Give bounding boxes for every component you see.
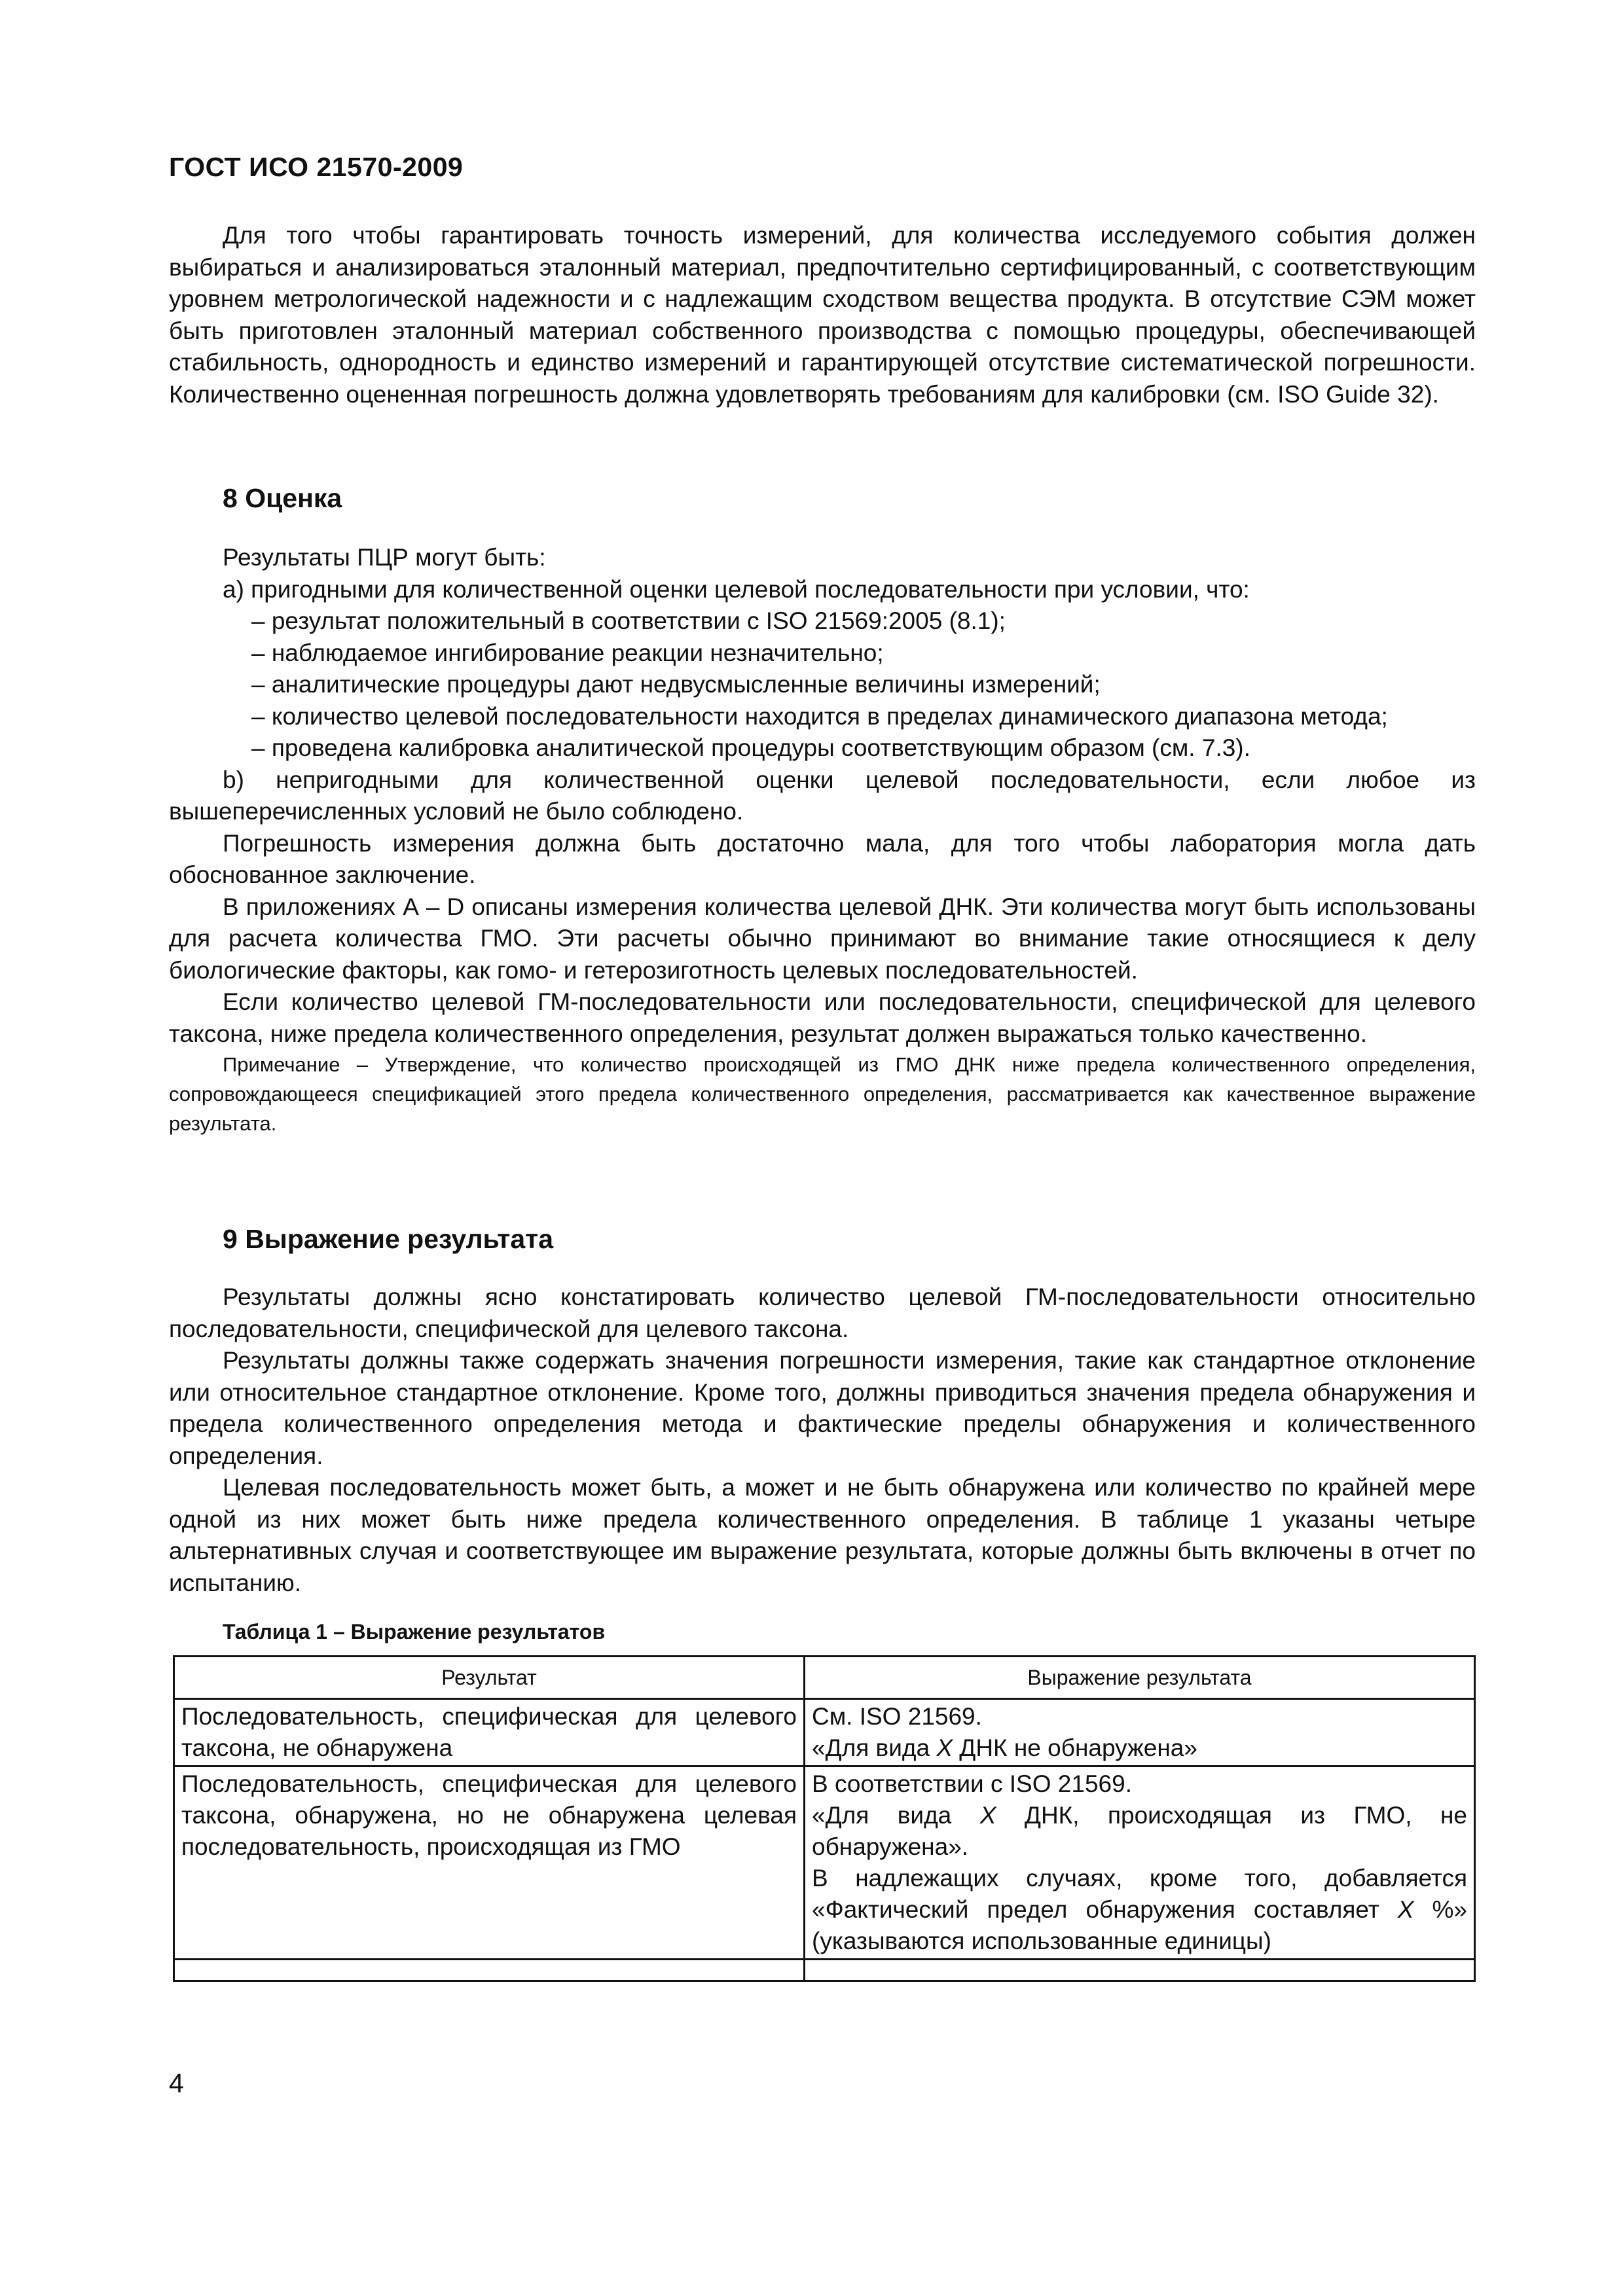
table-cell-empty [805, 1960, 1475, 1981]
cell-text: См. ISO 21569. [812, 1703, 982, 1730]
section-9-title: 9 Выражение результата [223, 1224, 554, 1254]
section-9-para-1: Результаты должны ясно констатировать количество целевой ГМ-последовательности относительно последовательности, специфической для целевого таксона. [169, 1283, 1476, 1342]
dash-item: – аналитические процедуры дают недвусмысленные величины измерений; [251, 671, 1101, 698]
list-item-a: а) пригодными для количественной оценки целевой последовательности при условии, что: [223, 575, 1250, 603]
table-row [174, 1767, 1475, 1960]
text-fragment: ДНК, происходящая из ГМО, не обнаружена». [812, 1802, 1468, 1860]
table-row [174, 1699, 1475, 1767]
section-8-body [169, 542, 1476, 1138]
section-8-note: Примечание – Утверждение, что количество происходящей из ГМО ДНК ниже предела количественного определения, сопровождающееся спецификацией этого предела количественного определения, рассматривается как качественное выражение результата. [169, 1053, 1476, 1135]
intro-paragraph: Для того чтобы гарантировать точность измерений, для количества исследуемого события должен выбираться и анализироваться эталонный материал, предпочтительно сертифицированный, с соответствующим уровнем метрологической надежности и с надлежащим сходством вещества продукта. В отсутствие СЭМ может быть приготовлен эталонный материал собственного производства с помощью процедуры, обеспечивающей стабильность, однородность и единство измерений и гарантирующей отсутствие систематической погрешности. Количественно оцененная погрешность должна удовлетворять требованиям для калибровки (см. ISO Guide 32). [169, 222, 1476, 408]
cell-text [812, 1863, 1467, 1957]
section-9-para-2: Результаты должны также содержать значения погрешности измерения, такие как стандартное отклонение или относительное стандартное отклонение. Кроме того, должны приводиться значения предела обнаружения и предела количественного определения метода и фактические пределы обнаружения и количественного определения. [169, 1347, 1476, 1469]
section-8-para-1: Погрешность измерения должна быть достаточно мала, для того чтобы лаборатория могла дать обоснованное заключение. [169, 829, 1476, 888]
cell-text: В соответствии с ISO 21569. [812, 1770, 1132, 1797]
section-9-body [169, 1282, 1476, 1599]
dash-item: – результат положительный в соответствии с ISO 21569:2005 (8.1); [251, 607, 1006, 634]
dash-item: – количество целевой последовательности находится в пределах динамического диапазона метода; [251, 702, 1388, 730]
table-header-row [174, 1657, 1475, 1699]
table-cell-expression [805, 1699, 1475, 1767]
variable-x: X [936, 1734, 953, 1761]
cell-text [812, 1800, 1467, 1863]
table-1-caption: Таблица 1 – Выражение результатов [223, 1620, 606, 1643]
dash-item: – проведена калибровка аналитической процедуры соответствующим образом (см. 7.3). [251, 734, 1250, 761]
text-fragment: В надлежащих случаях, кроме того, добавляется «Фактический предел обнаружения составляет [812, 1865, 1467, 1923]
table-cell-expression [805, 1767, 1475, 1960]
column-header-result: Результат [174, 1657, 805, 1699]
text-fragment: «Для вида [812, 1802, 980, 1829]
variable-x: X [979, 1802, 996, 1829]
cell-text [812, 1732, 1467, 1764]
cell-text: Последовательность, специфическая для целевого таксона, обнаружена, но не обнаружена целевая последовательность, происходящая из ГМО [181, 1770, 797, 1860]
document-id-header: ГОСТ ИСО 21570-2009 [169, 152, 464, 182]
variable-x: X [1397, 1896, 1414, 1923]
text-fragment: %» (указываются использованные единицы) [812, 1896, 1467, 1954]
table-row-continuation [174, 1960, 1475, 1981]
column-header-expression: Выражение результата [805, 1657, 1475, 1699]
page-number: 4 [169, 2068, 184, 2098]
table-cell-result [174, 1699, 805, 1767]
text-fragment: «Для вида [812, 1734, 937, 1761]
list-item-b: b) непригодными для количественной оценки целевой последовательности, если любое из вышеперечисленных условий не было соблюдено. [169, 766, 1476, 825]
intro-block [169, 220, 1476, 410]
section-8-para-2: В приложениях А – D описаны измерения количества целевой ДНК. Эти количества могут быть использованы для расчета количества ГМО. Эти расчеты обычно принимают во внимание такие относящиеся к делу биологические факторы, как гомо- и гетерозиготность целевых последовательностей. [169, 893, 1476, 984]
dash-item: – наблюдаемое ингибирование реакции незначительно; [251, 639, 884, 666]
text-fragment: ДНК не обнаружена» [953, 1734, 1197, 1761]
table-cell-result [174, 1767, 805, 1960]
results-table [173, 1655, 1476, 1982]
section-9-para-3: Целевая последовательность может быть, а может и не быть обнаружена или количество по крайней мере одной из них может быть ниже предела количественного определения. В таблице 1 указаны четыре альтернативных случая и соответствующее им выражение результата, которые должны быть включены в отчет по испытанию. [169, 1474, 1476, 1596]
cell-text: Последовательность, специфическая для целевого таксона, не обнаружена [181, 1703, 797, 1761]
section-8-title: 8 Оценка [223, 483, 342, 513]
table-cell-empty [174, 1960, 805, 1981]
section-8-lead: Результаты ПЦР могут быть: [223, 544, 546, 571]
section-8-para-3: Если количество целевой ГМ-последовательности или последовательности, специфической для целевого таксона, ниже предела количественного определения, результат должен выражаться только качественно. [169, 988, 1476, 1047]
